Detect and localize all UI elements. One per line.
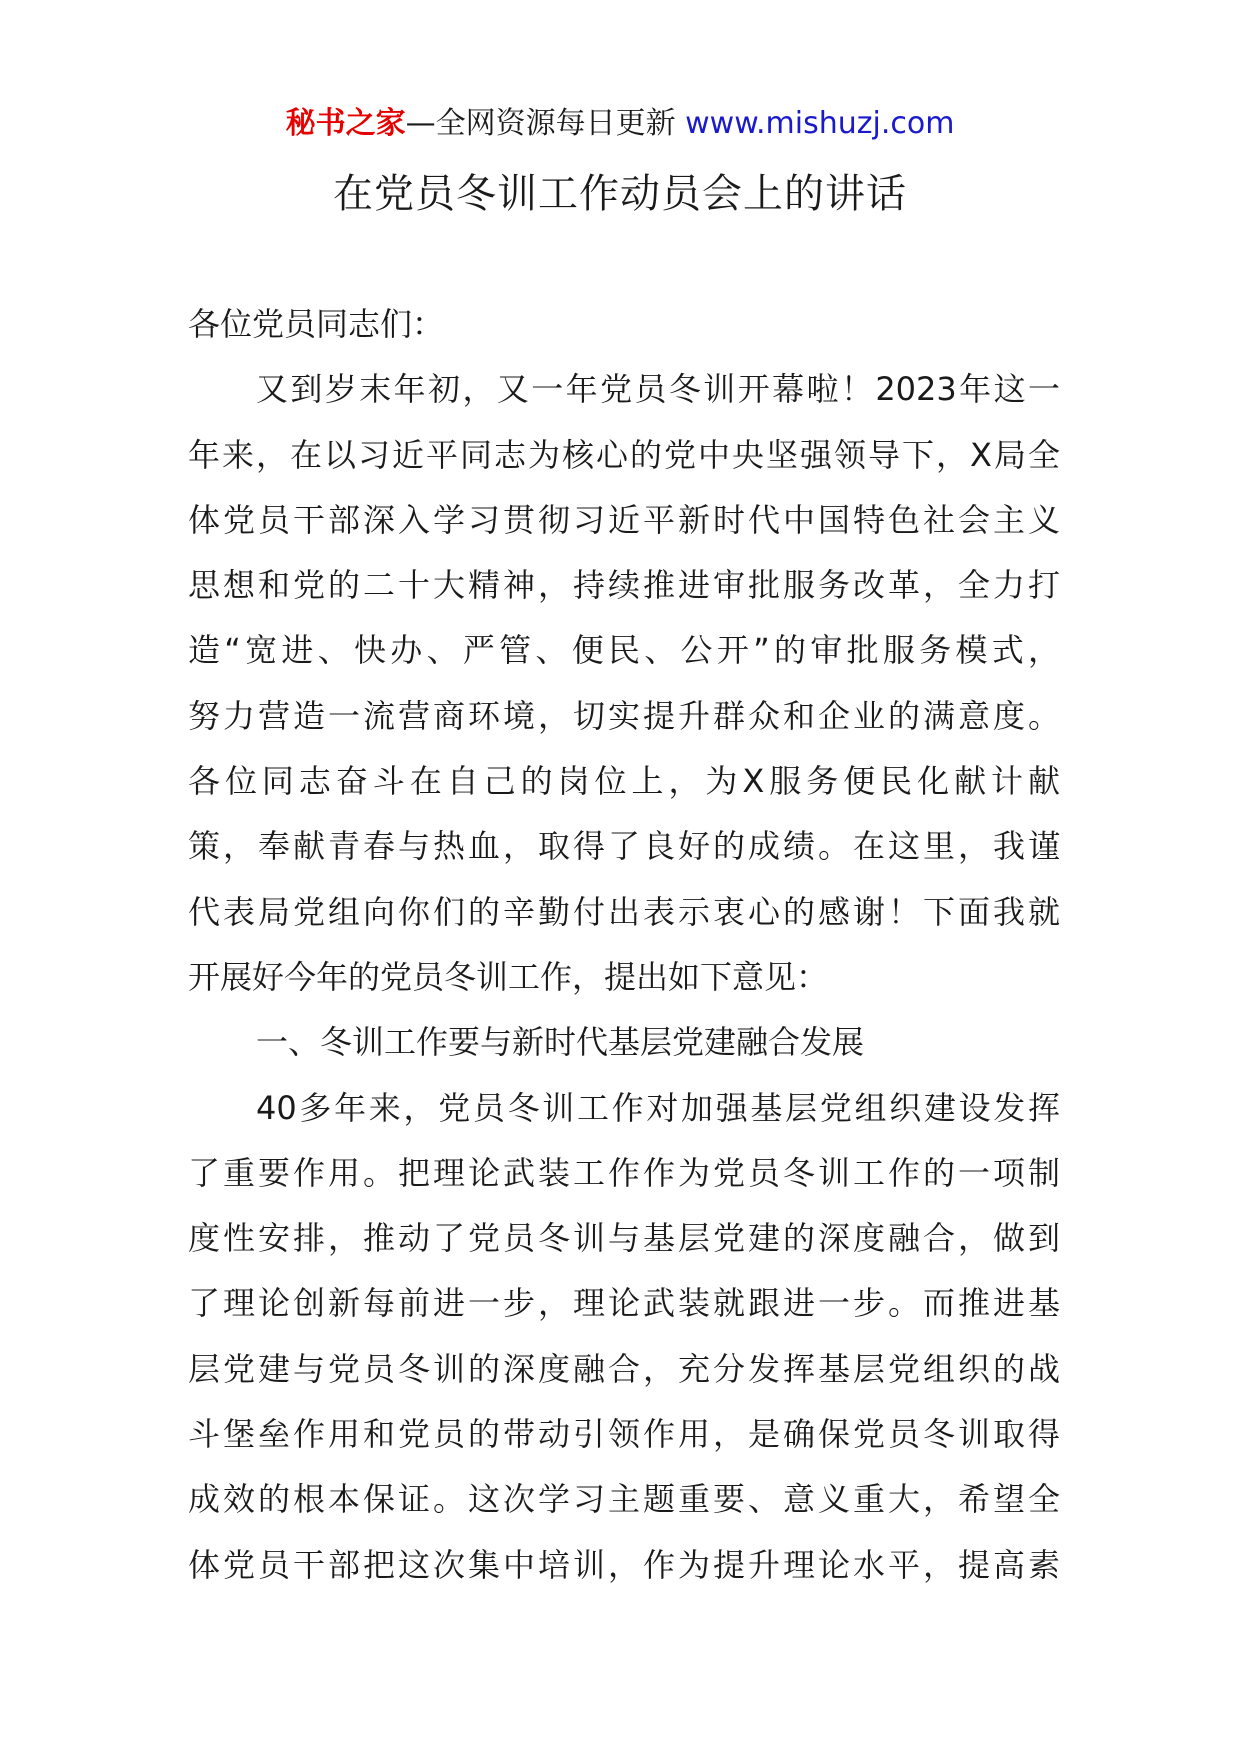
document-body <box>188 292 1060 1598</box>
text-line-content: 又到岁末年初，又一年党员冬训开幕啦！2023年这一 <box>256 370 1060 409</box>
text-line-content: 造“宽进、快办、严管、便民、公开”的审批服务模式， <box>188 631 1060 670</box>
text-line <box>188 880 1060 945</box>
text-line <box>188 1402 1060 1467</box>
text-line-content: 度性安排，推动了党员冬训与基层党建的深度融合，做到 <box>188 1219 1060 1258</box>
site-url-link[interactable]: www.mishuzj.com <box>685 106 955 141</box>
text-line-content: 层党建与党员冬训的深度融合，充分发挥基层党组织的战 <box>188 1349 1060 1388</box>
text-line <box>188 1010 1060 1075</box>
text-line <box>188 684 1060 749</box>
text-line-content: 年来，在以习近平同志为核心的党中央坚强领导下，X局全 <box>188 435 1060 474</box>
text-line-content: 成效的根本保证。这次学习主题重要、意义重大，希望全 <box>188 1480 1060 1519</box>
text-line-content: 策，奉献青春与热血，取得了良好的成绩。在这里，我谨 <box>188 827 1060 866</box>
text-line-content: 一、冬训工作要与新时代基层党建融合发展 <box>256 1023 865 1062</box>
text-line-content: 代表局党组向你们的辛勤付出表示衷心的感谢！下面我就 <box>188 892 1060 931</box>
text-line <box>188 423 1060 488</box>
site-header <box>0 104 1240 144</box>
text-line <box>188 814 1060 879</box>
text-line-content: 各位党员同志们： <box>188 305 445 343</box>
text-line <box>188 1271 1060 1336</box>
text-line <box>188 1467 1060 1532</box>
document-title: 在党员冬训工作动员会上的讲话 <box>333 171 907 217</box>
text-line <box>188 357 1060 422</box>
text-line-content: 斗堡垒作用和党员的带动引领作用，是确保党员冬训取得 <box>188 1415 1060 1454</box>
text-line <box>188 749 1060 814</box>
text-line <box>188 1141 1060 1206</box>
text-line <box>188 618 1060 683</box>
text-line <box>188 945 1060 1010</box>
text-line <box>188 1206 1060 1271</box>
site-slogan: —全网资源每日更新 <box>405 106 676 141</box>
text-line-content: 40多年来，党员冬训工作对加强基层党组织建设发挥 <box>256 1088 1060 1127</box>
text-line-content: 思想和党的二十大精神，持续推进审批服务改革，全力打 <box>188 566 1060 605</box>
text-line-content: 开展好今年的党员冬训工作，提出如下意见： <box>188 957 829 996</box>
text-line <box>188 488 1060 553</box>
site-name: 秘书之家 <box>285 106 406 141</box>
text-line <box>188 292 1060 357</box>
text-line <box>188 1076 1060 1141</box>
text-line-content: 各位同志奋斗在自己的岗位上，为X服务便民化献计献 <box>188 762 1060 801</box>
text-line <box>188 1533 1060 1598</box>
text-line-content: 努力营造一流营商环境，切实提升群众和企业的满意度。 <box>188 696 1060 735</box>
text-line <box>188 1337 1060 1402</box>
text-line-content: 了重要作用。把理论武装工作作为党员冬训工作的一项制 <box>188 1153 1060 1192</box>
text-line-content: 体党员干部把这次集中培训，作为提升理论水平，提高素 <box>188 1545 1060 1584</box>
text-line-content: 了理论创新每前进一步，理论武装就跟进一步。而推进基 <box>188 1284 1060 1323</box>
text-line-content: 体党员干部深入学习贯彻习近平新时代中国特色社会主义 <box>188 500 1060 539</box>
text-line <box>188 553 1060 618</box>
